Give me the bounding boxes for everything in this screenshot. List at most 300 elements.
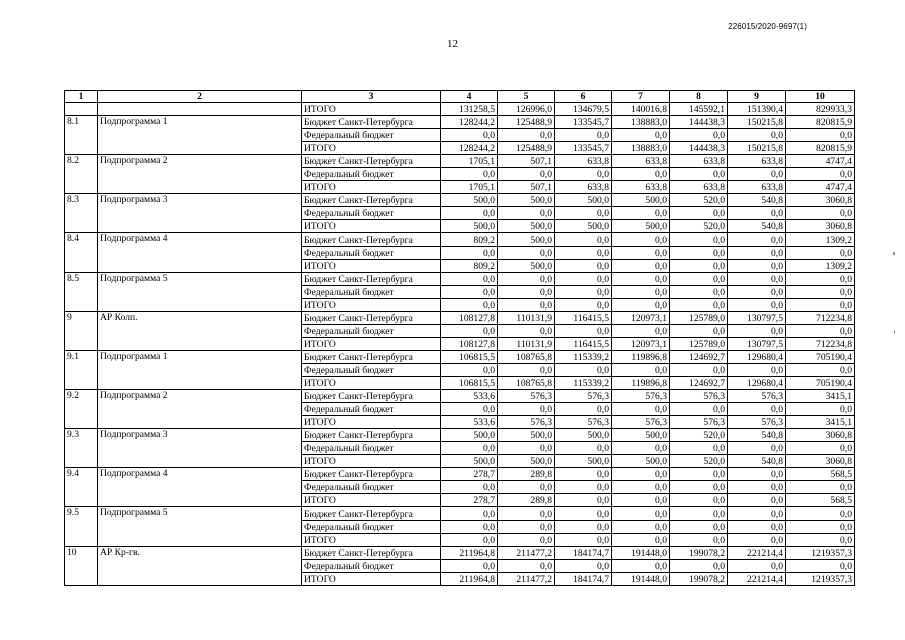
amount-cell: 0,0	[670, 507, 728, 520]
amount-cell: 3060,8	[786, 455, 855, 468]
amount-cell: 520,0	[670, 194, 728, 207]
amount-cell: 500,0	[612, 194, 670, 207]
amount-cell: 500,0	[498, 220, 555, 233]
funding-source-cell: Федеральный бюджет	[302, 324, 441, 337]
item-number-cell: 8.1	[65, 116, 98, 155]
amount-cell: 576,3	[612, 390, 670, 403]
amount-cell: 0,0	[441, 363, 498, 376]
table-row	[65, 311, 855, 324]
amount-cell: 0,0	[728, 259, 786, 272]
amount-cell: 500,0	[555, 455, 612, 468]
amount-cell: 0,0	[441, 285, 498, 298]
amount-cell: 0,0	[786, 298, 855, 311]
amount-cell: 0,0	[670, 468, 728, 481]
amount-cell: 116415,5	[555, 337, 612, 350]
item-number-cell: 9.4	[65, 468, 98, 507]
item-name-cell: Подпрограмма 5	[98, 507, 302, 546]
amount-cell: 576,3	[498, 390, 555, 403]
funding-source-cell: Федеральный бюджет	[302, 168, 441, 181]
amount-cell: 0,0	[728, 481, 786, 494]
amount-cell: 500,0	[498, 455, 555, 468]
funding-source-cell: Федеральный бюджет	[302, 129, 441, 142]
table-row	[65, 507, 855, 520]
funding-source-cell: Бюджет Санкт-Петербурга	[302, 468, 441, 481]
amount-cell: 0,0	[728, 559, 786, 572]
amount-cell: 191448,0	[612, 572, 670, 585]
amount-cell: 115339,2	[555, 350, 612, 363]
amount-cell: 576,3	[498, 416, 555, 429]
amount-cell: 0,0	[612, 129, 670, 142]
amount-cell: 108127,8	[441, 337, 498, 350]
amount-cell: 0,0	[786, 207, 855, 220]
table-row	[65, 233, 855, 246]
column-header: 1	[65, 91, 98, 103]
amount-cell: 705190,4	[786, 376, 855, 389]
amount-cell: 1705,1	[441, 181, 498, 194]
amount-cell: 633,8	[670, 155, 728, 168]
amount-cell: 0,0	[555, 442, 612, 455]
amount-cell: 0,0	[498, 298, 555, 311]
amount-cell: 705190,4	[786, 350, 855, 363]
amount-cell: 3415,1	[786, 416, 855, 429]
amount-cell: 0,0	[555, 298, 612, 311]
amount-cell: 633,8	[612, 155, 670, 168]
page-number: 12	[447, 38, 458, 50]
amount-cell: 820815,9	[786, 116, 855, 129]
amount-cell: 119896,8	[612, 376, 670, 389]
funding-source-cell: Федеральный бюджет	[302, 481, 441, 494]
item-number-cell: 8.5	[65, 272, 98, 311]
amount-cell: 0,0	[498, 246, 555, 259]
funding-source-cell: ИТОГО	[302, 220, 441, 233]
amount-cell: 0,0	[612, 507, 670, 520]
amount-cell: 0,0	[498, 507, 555, 520]
table-row	[65, 429, 855, 442]
column-header: 9	[728, 91, 786, 103]
amount-cell: 125488,9	[498, 116, 555, 129]
amount-cell: 0,0	[612, 494, 670, 507]
amount-cell: 289,8	[498, 468, 555, 481]
amount-cell: 0,0	[612, 481, 670, 494]
funding-source-cell: ИТОГО	[302, 142, 441, 155]
amount-cell: 108765,8	[498, 376, 555, 389]
amount-cell: 0,0	[670, 233, 728, 246]
amount-cell: 820815,9	[786, 142, 855, 155]
funding-source-cell: ИТОГО	[302, 455, 441, 468]
item-number-cell: 9.3	[65, 429, 98, 468]
amount-cell: 507,1	[498, 181, 555, 194]
funding-source-cell: ИТОГО	[302, 533, 441, 546]
amount-cell: 0,0	[498, 403, 555, 416]
amount-cell: 130797,5	[728, 311, 786, 324]
amount-cell: 110131,9	[498, 337, 555, 350]
funding-source-cell: Бюджет Санкт-Петербурга	[302, 311, 441, 324]
amount-cell: 0,0	[670, 442, 728, 455]
amount-cell: 133545,7	[555, 116, 612, 129]
item-number-cell: 9	[65, 311, 98, 350]
amount-cell: 500,0	[441, 429, 498, 442]
amount-cell: 4747,4	[786, 181, 855, 194]
amount-cell: 0,0	[786, 168, 855, 181]
amount-cell: 0,0	[498, 285, 555, 298]
amount-cell: 0,0	[786, 481, 855, 494]
amount-cell: 138883,0	[612, 116, 670, 129]
amount-cell: 829933,3	[786, 103, 855, 116]
amount-cell: 0,0	[612, 363, 670, 376]
amount-cell: 0,0	[670, 533, 728, 546]
amount-cell: 0,0	[555, 468, 612, 481]
amount-cell: 540,8	[728, 220, 786, 233]
amount-cell: 3415,1	[786, 390, 855, 403]
budget-table	[64, 90, 855, 586]
amount-cell: 0,0	[441, 533, 498, 546]
amount-cell: 0,0	[728, 298, 786, 311]
amount-cell: 0,0	[441, 272, 498, 285]
amount-cell: 0,0	[555, 494, 612, 507]
amount-cell: 0,0	[555, 272, 612, 285]
amount-cell: 0,0	[612, 468, 670, 481]
amount-cell: 568,5	[786, 468, 855, 481]
amount-cell: 133545,7	[555, 142, 612, 155]
funding-source-cell: Федеральный бюджет	[302, 285, 441, 298]
amount-cell: 0,0	[670, 559, 728, 572]
amount-cell: 150215,8	[728, 142, 786, 155]
amount-cell: 633,8	[670, 181, 728, 194]
amount-cell: 0,0	[612, 298, 670, 311]
amount-cell: 0,0	[728, 207, 786, 220]
amount-cell: 0,0	[728, 533, 786, 546]
funding-source-cell: Бюджет Санкт-Петербурга	[302, 507, 441, 520]
amount-cell: 289,8	[498, 494, 555, 507]
item-name-cell: АР Кр-гв.	[98, 546, 302, 585]
amount-cell: 0,0	[612, 233, 670, 246]
table-row	[65, 350, 855, 363]
column-header: 7	[612, 91, 670, 103]
amount-cell: 124692,7	[670, 350, 728, 363]
amount-cell: 500,0	[612, 455, 670, 468]
amount-cell: 0,0	[670, 324, 728, 337]
amount-cell: 128244,2	[441, 142, 498, 155]
amount-cell: 0,0	[498, 168, 555, 181]
amount-cell: 0,0	[728, 233, 786, 246]
amount-cell: 3060,8	[786, 194, 855, 207]
funding-source-cell: ИТОГО	[302, 298, 441, 311]
column-header: 10	[786, 91, 855, 103]
item-name-cell: Подпрограмма 4	[98, 233, 302, 272]
amount-cell: 633,8	[728, 181, 786, 194]
amount-cell: 0,0	[786, 324, 855, 337]
amount-cell: 1309,2	[786, 233, 855, 246]
amount-cell: 0,0	[555, 507, 612, 520]
amount-cell: 0,0	[555, 233, 612, 246]
amount-cell: 0,0	[441, 129, 498, 142]
amount-cell: 130797,5	[728, 337, 786, 350]
column-header: 4	[441, 91, 498, 103]
amount-cell: 0,0	[728, 246, 786, 259]
funding-source-cell: ИТОГО	[302, 572, 441, 585]
amount-cell: 199078,2	[670, 572, 728, 585]
amount-cell: 0,0	[786, 285, 855, 298]
amount-cell: 576,3	[728, 416, 786, 429]
amount-cell: 0,0	[612, 442, 670, 455]
amount-cell: 500,0	[498, 259, 555, 272]
amount-cell: 0,0	[786, 129, 855, 142]
amount-cell: 0,0	[728, 507, 786, 520]
amount-cell: 134679,5	[555, 103, 612, 116]
column-number-row	[65, 91, 855, 103]
amount-cell: 221214,4	[728, 546, 786, 559]
column-header: 2	[98, 91, 302, 103]
amount-cell: 809,2	[441, 259, 498, 272]
table-row	[65, 390, 855, 403]
item-name-cell: Подпрограмма 3	[98, 429, 302, 468]
amount-cell: 0,0	[670, 298, 728, 311]
amount-cell: 0,0	[612, 403, 670, 416]
document-registration-number: 226015/2020-9697(1)	[728, 22, 807, 31]
amount-cell: 0,0	[498, 129, 555, 142]
amount-cell: 0,0	[498, 272, 555, 285]
funding-source-cell: Федеральный бюджет	[302, 559, 441, 572]
amount-cell: 0,0	[498, 442, 555, 455]
amount-cell: 0,0	[728, 403, 786, 416]
amount-cell: 3060,8	[786, 429, 855, 442]
funding-source-cell: ИТОГО	[302, 376, 441, 389]
table-row	[65, 194, 855, 207]
amount-cell: 140016,8	[612, 103, 670, 116]
amount-cell: 500,0	[498, 429, 555, 442]
amount-cell: 138883,0	[612, 142, 670, 155]
amount-cell: 129680,4	[728, 350, 786, 363]
item-name-cell: Подпрограмма 1	[98, 350, 302, 389]
amount-cell: 0,0	[441, 246, 498, 259]
amount-cell: 809,2	[441, 233, 498, 246]
funding-source-cell: Федеральный бюджет	[302, 246, 441, 259]
amount-cell: 0,0	[786, 520, 855, 533]
amount-cell: 0,0	[612, 324, 670, 337]
amount-cell: 500,0	[555, 429, 612, 442]
amount-cell: 145592,1	[670, 103, 728, 116]
funding-source-cell: Бюджет Санкт-Петербурга	[302, 116, 441, 129]
amount-cell: 0,0	[728, 285, 786, 298]
amount-cell: 0,0	[612, 559, 670, 572]
table-row	[65, 103, 855, 116]
amount-cell: 0,0	[670, 520, 728, 533]
amount-cell: 0,0	[555, 168, 612, 181]
amount-cell: 520,0	[670, 429, 728, 442]
amount-cell: 1705,1	[441, 155, 498, 168]
amount-cell: 116415,5	[555, 311, 612, 324]
amount-cell: 151390,4	[728, 103, 786, 116]
amount-cell: 106815,5	[441, 376, 498, 389]
funding-source-cell: ИТОГО	[302, 259, 441, 272]
amount-cell: 0,0	[728, 168, 786, 181]
amount-cell: 0,0	[786, 559, 855, 572]
item-name-cell: Подпрограмма 1	[98, 116, 302, 155]
amount-cell: 0,0	[441, 442, 498, 455]
amount-cell: 712234,8	[786, 337, 855, 350]
amount-cell: 576,3	[555, 390, 612, 403]
amount-cell: 0,0	[555, 559, 612, 572]
amount-cell: 633,8	[555, 181, 612, 194]
amount-cell: 0,0	[555, 246, 612, 259]
amount-cell: 0,0	[728, 494, 786, 507]
funding-source-cell: Федеральный бюджет	[302, 442, 441, 455]
item-name-cell	[98, 103, 302, 116]
amount-cell: 576,3	[728, 390, 786, 403]
amount-cell: 128244,2	[441, 116, 498, 129]
funding-source-cell: ИТОГО	[302, 181, 441, 194]
amount-cell: 211964,8	[441, 572, 498, 585]
amount-cell: 712234,8	[786, 311, 855, 324]
amount-cell: 115339,2	[555, 376, 612, 389]
amount-cell: 125789,0	[670, 337, 728, 350]
amount-cell: 184174,7	[555, 572, 612, 585]
amount-cell: 633,8	[728, 155, 786, 168]
amount-cell: 576,3	[670, 416, 728, 429]
amount-cell: 0,0	[555, 520, 612, 533]
column-header: 3	[302, 91, 441, 103]
amount-cell: 0,0	[670, 403, 728, 416]
amount-cell: 4747,4	[786, 155, 855, 168]
amount-cell: 0,0	[498, 481, 555, 494]
funding-source-cell: ИТОГО	[302, 103, 441, 116]
amount-cell: 120973,1	[612, 337, 670, 350]
amount-cell: 0,0	[441, 507, 498, 520]
amount-cell: 0,0	[670, 285, 728, 298]
amount-cell: 0,0	[670, 207, 728, 220]
column-header: 5	[498, 91, 555, 103]
funding-source-cell: Бюджет Санкт-Петербурга	[302, 546, 441, 559]
item-number-cell: 9.5	[65, 507, 98, 546]
amount-cell: 144438,3	[670, 116, 728, 129]
amount-cell: 0,0	[670, 481, 728, 494]
amount-cell: 0,0	[728, 520, 786, 533]
amount-cell: 0,0	[728, 442, 786, 455]
funding-source-cell: ИТОГО	[302, 337, 441, 350]
amount-cell: 184174,7	[555, 546, 612, 559]
amount-cell: 0,0	[555, 129, 612, 142]
amount-cell: 568,5	[786, 494, 855, 507]
funding-source-cell: Федеральный бюджет	[302, 207, 441, 220]
item-name-cell: АР Колп.	[98, 311, 302, 350]
funding-source-cell: Бюджет Санкт-Петербурга	[302, 272, 441, 285]
funding-source-cell: Федеральный бюджет	[302, 363, 441, 376]
amount-cell: 0,0	[498, 533, 555, 546]
amount-cell: 211477,2	[498, 572, 555, 585]
funding-source-cell: Бюджет Санкт-Петербурга	[302, 390, 441, 403]
funding-source-cell: Бюджет Санкт-Петербурга	[302, 233, 441, 246]
amount-cell: 126996,0	[498, 103, 555, 116]
amount-cell: 199078,2	[670, 546, 728, 559]
amount-cell: 0,0	[441, 559, 498, 572]
amount-cell: 0,0	[555, 403, 612, 416]
amount-cell: 0,0	[441, 168, 498, 181]
amount-cell: 0,0	[498, 520, 555, 533]
table-header	[65, 91, 855, 103]
scan-speck	[894, 330, 895, 333]
item-number-cell: 9.1	[65, 350, 98, 389]
amount-cell: 533,6	[441, 390, 498, 403]
amount-cell: 576,3	[612, 416, 670, 429]
item-number-cell: 10	[65, 546, 98, 585]
amount-cell: 500,0	[441, 194, 498, 207]
table-body	[65, 103, 855, 586]
amount-cell: 211964,8	[441, 546, 498, 559]
amount-cell: 110131,9	[498, 311, 555, 324]
amount-cell: 0,0	[786, 272, 855, 285]
amount-cell: 0,0	[786, 442, 855, 455]
amount-cell: 0,0	[555, 259, 612, 272]
amount-cell: 211477,2	[498, 546, 555, 559]
amount-cell: 1219357,3	[786, 572, 855, 585]
amount-cell: 1219357,3	[786, 546, 855, 559]
amount-cell: 0,0	[612, 520, 670, 533]
funding-source-cell: Бюджет Санкт-Петербурга	[302, 155, 441, 168]
item-name-cell: Подпрограмма 3	[98, 194, 302, 233]
amount-cell: 540,8	[728, 429, 786, 442]
amount-cell: 0,0	[728, 468, 786, 481]
amount-cell: 221214,4	[728, 572, 786, 585]
amount-cell: 106815,5	[441, 350, 498, 363]
amount-cell: 0,0	[670, 246, 728, 259]
amount-cell: 3060,8	[786, 220, 855, 233]
amount-cell: 576,3	[555, 416, 612, 429]
amount-cell: 500,0	[441, 455, 498, 468]
amount-cell: 520,0	[670, 455, 728, 468]
amount-cell: 191448,0	[612, 546, 670, 559]
funding-source-cell: Бюджет Санкт-Петербурга	[302, 429, 441, 442]
amount-cell: 0,0	[612, 207, 670, 220]
item-number-cell: 9.2	[65, 390, 98, 429]
amount-cell: 540,8	[728, 194, 786, 207]
amount-cell: 0,0	[786, 403, 855, 416]
amount-cell: 131258,5	[441, 103, 498, 116]
item-number-cell: 8.4	[65, 233, 98, 272]
amount-cell: 0,0	[786, 363, 855, 376]
table-row	[65, 116, 855, 129]
amount-cell: 0,0	[670, 259, 728, 272]
amount-cell: 500,0	[612, 220, 670, 233]
funding-source-cell: Федеральный бюджет	[302, 520, 441, 533]
amount-cell: 0,0	[728, 324, 786, 337]
item-name-cell: Подпрограмма 2	[98, 390, 302, 429]
amount-cell: 0,0	[498, 324, 555, 337]
funding-source-cell: Федеральный бюджет	[302, 403, 441, 416]
amount-cell: 533,6	[441, 416, 498, 429]
amount-cell: 119896,8	[612, 350, 670, 363]
amount-cell: 500,0	[498, 233, 555, 246]
amount-cell: 0,0	[612, 259, 670, 272]
amount-cell: 500,0	[555, 194, 612, 207]
amount-cell: 278,7	[441, 494, 498, 507]
amount-cell: 507,1	[498, 155, 555, 168]
amount-cell: 0,0	[555, 533, 612, 546]
amount-cell: 0,0	[498, 363, 555, 376]
amount-cell: 150215,8	[728, 116, 786, 129]
amount-cell: 0,0	[555, 363, 612, 376]
amount-cell: 0,0	[555, 481, 612, 494]
amount-cell: 520,0	[670, 220, 728, 233]
amount-cell: 0,0	[555, 285, 612, 298]
amount-cell: 0,0	[612, 246, 670, 259]
table-row	[65, 272, 855, 285]
amount-cell: 0,0	[612, 533, 670, 546]
amount-cell: 0,0	[786, 246, 855, 259]
amount-cell: 0,0	[670, 272, 728, 285]
funding-source-cell: Бюджет Санкт-Петербурга	[302, 350, 441, 363]
item-number-cell: 8.2	[65, 155, 98, 194]
amount-cell: 0,0	[670, 363, 728, 376]
